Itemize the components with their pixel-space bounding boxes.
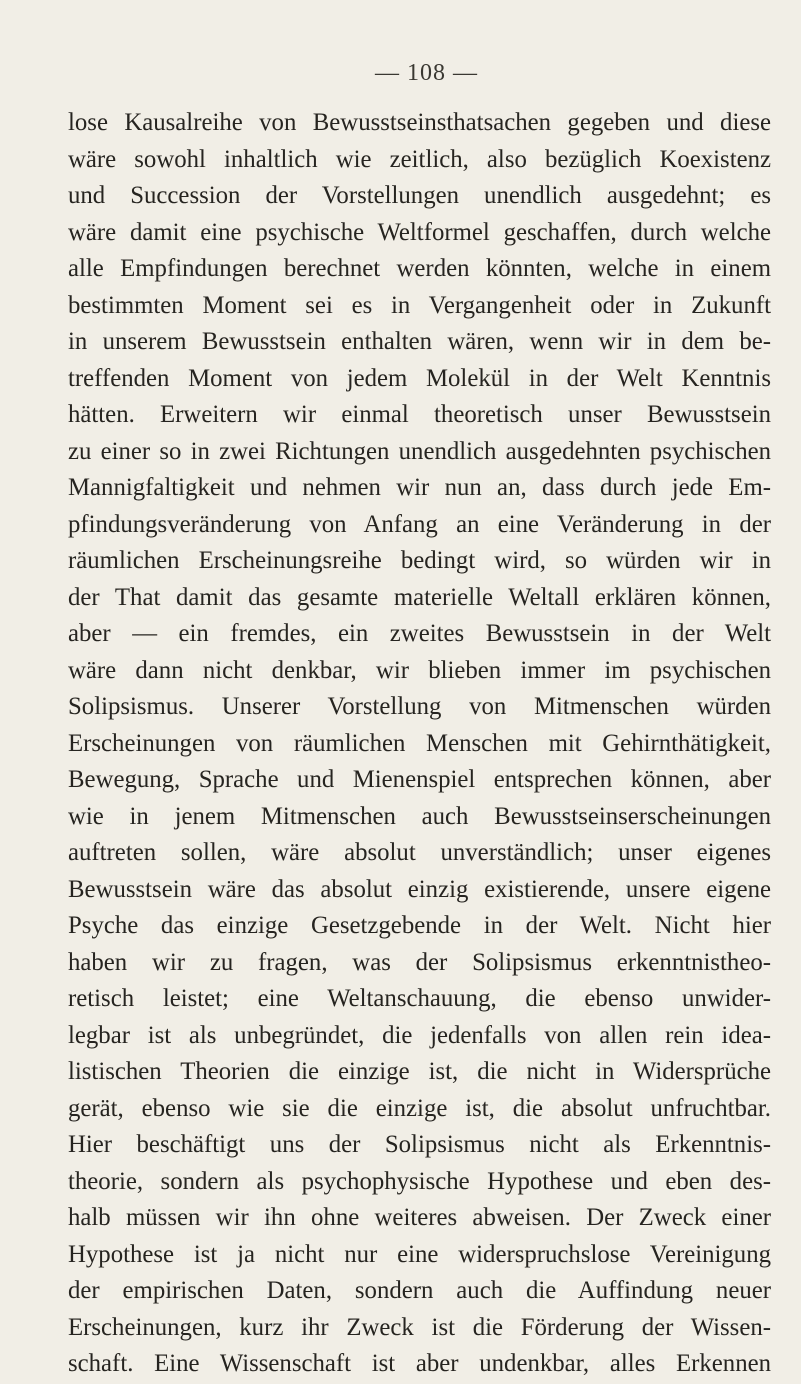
text-line: Bewusstsein wäre das absolut einzig existierende, unsere eigene: [68, 875, 771, 903]
text-line: wäre damit eine psychische Weltformel geschaffen, durch welche: [68, 218, 771, 246]
text-line: Solipsismus. Unserer Vorstellung von Mitmenschen würden: [68, 693, 771, 720]
text-line: haben wir zu fragen, was der Solipsismus erkenntnistheo-: [68, 948, 771, 976]
text-line: Erscheinungen von räumlichen Menschen mit Gehirnthätigkeit,: [68, 729, 771, 757]
text-line: hätten. Erweitern wir einmal theoretisch unser Bewusstsein: [68, 401, 771, 428]
text-line: in unserem Bewusstsein enthalten wären, wenn wir in dem be-: [68, 328, 771, 355]
text-line: listischen Theorien die einzige ist, die nicht in Widersprüche: [68, 1058, 771, 1085]
text-line: der That damit das gesamte materielle Weltall erklären können,: [68, 583, 771, 611]
text-line: schaft. Eine Wissenschaft ist aber undenkbar, alles Erkennen: [68, 1350, 771, 1377]
text-line: halb müssen wir ihn ohne weiteres abweisen. Der Zweck einer: [68, 1204, 771, 1231]
text-line: alle Empfindungen berechnet werden könnten, welche in einem: [68, 255, 771, 282]
text-line: wäre dann nicht denkbar, wir blieben immer im psychischen: [68, 656, 771, 684]
text-line: treffenden Moment von jedem Molekül in der Welt Kenntnis: [68, 364, 771, 392]
text-line: pfindungsveränderung von Anfang an eine Veränderung in der: [68, 510, 771, 538]
text-line: und Succession der Vorstellungen unendlich ausgedehnt; es: [68, 182, 771, 209]
text-line: aber — ein fremdes, ein zweites Bewusstsein in der Welt: [68, 620, 771, 647]
text-line: zu einer so in zwei Richtungen unendlich ausgedehnten psychischen: [68, 437, 771, 465]
text-line: wie in jenem Mitmenschen auch Bewusstseinserscheinungen: [68, 802, 771, 830]
text-line: Erscheinungen, kurz ihr Zweck ist die Förderung der Wissen-: [68, 1313, 771, 1341]
text-line: wäre sowohl inhaltlich wie zeitlich, also bezüglich Koexistenz: [68, 145, 771, 173]
text-line: legbar ist als unbegründet, die jedenfalls von allen rein idea-: [68, 1021, 771, 1049]
text-line: auftreten sollen, wäre absolut unverständlich; unser eigenes: [68, 839, 771, 866]
text-line: retisch leistet; eine Weltanschauung, die ebenso unwider-: [68, 985, 771, 1012]
text-line: Hypothese ist ja nicht nur eine widerspruchslose Vereinigung: [68, 1240, 771, 1268]
text-line: Bewegung, Sprache und Mienenspiel entsprechen können, aber: [68, 766, 771, 793]
text-line: Hier beschäftigt uns der Solipsismus nicht als Erkenntnis-: [68, 1131, 771, 1158]
text-line: bestimmten Moment sei es in Vergangenheit oder in Zukunft: [68, 291, 771, 319]
body-text: [68, 105, 771, 1383]
text-line: räumlichen Erscheinungsreihe bedingt wird, so würden wir in: [68, 547, 771, 574]
text-line: der empirischen Daten, sondern auch die Auffindung neuer: [68, 1277, 771, 1304]
text-line: Mannigfaltigkeit und nehmen wir nun an, dass durch jede Em-: [68, 474, 771, 501]
page-number-header: — 108 —: [375, 60, 478, 86]
text-line: gerät, ebenso wie sie die einzige ist, die absolut unfruchtbar.: [68, 1094, 771, 1122]
text-line: theorie, sondern als psychophysische Hypothese und eben des-: [68, 1167, 771, 1195]
text-line: lose Kausalreihe von Bewusstseinsthatsachen gegeben und diese: [68, 109, 771, 136]
text-line: Psyche das einzige Gesetzgebende in der Welt. Nicht hier: [68, 912, 771, 939]
